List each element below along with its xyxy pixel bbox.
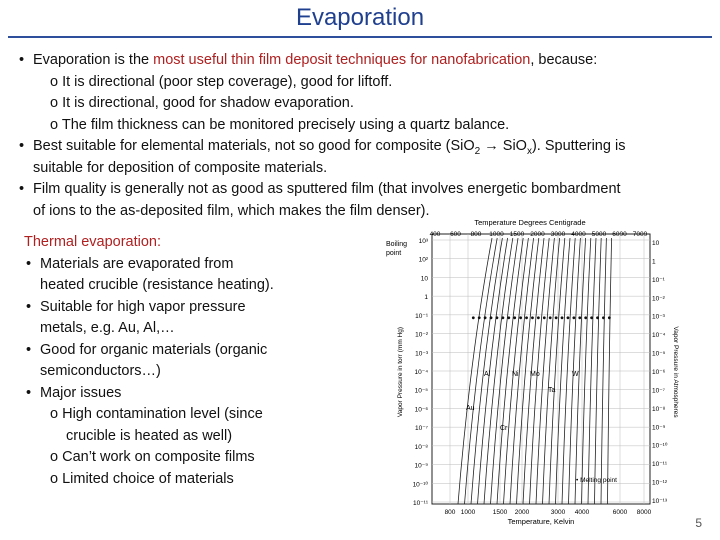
right-axis-ticks [652,240,668,505]
melting-point-marker [537,316,540,319]
top-axis-title: Temperature Degrees Centigrade [474,218,586,227]
right-tick-label: 10⁻¹ [652,276,665,284]
right-axis-title: Vapor Pressure in Atmospheres [672,326,679,418]
curve-label-ta: Ta [548,387,556,394]
highlight-text: most useful thin film deposit techniques for nanofabrication [153,52,531,68]
left-axis-ticks [413,238,429,507]
subscript: 2 [474,145,481,157]
top-tick-label: 6000 [612,231,627,238]
bottom-tick-label: 1000 [460,509,476,516]
melting-point-marker [584,316,587,319]
bottom-tick-label: 2000 [514,509,530,516]
melting-point-marker [578,316,581,319]
top-tick-label: 400 [429,231,441,238]
melting-point-marker [531,316,534,319]
melting-point-legend: • Melting point [576,477,617,484]
right-tick-label: 10 [652,240,660,247]
subscript: x [526,145,532,157]
right-tick-label: 10⁻⁹ [652,424,666,432]
bottom-tick-label: 8000 [636,509,652,516]
bullet-text: , because: [530,52,598,68]
bottom-tick-label: 800 [444,509,456,516]
top-tick-label: 1000 [489,231,504,238]
melting-point-marker [543,316,546,319]
issue-item: o High contamination level (since [50,406,263,422]
left-tick-label: 10⁻⁷ [414,425,428,433]
right-tick-label: 10⁻³ [652,313,665,321]
bullet-text: Evaporation is the [33,52,154,68]
right-tick-label: 10⁻⁷ [652,387,666,395]
sub-bullet: o It is directional, good for shadow evaporation. [8,93,714,115]
thermal-evaporation-block [18,232,348,490]
melting-point-marker [608,316,611,319]
left-tick-label: 10⁻¹ [415,312,428,320]
top-tick-label: 7000 [632,231,648,238]
title-underline [8,36,712,38]
left-tick-label: 10 [420,275,428,283]
melting-point-marker [596,316,599,319]
melting-point-marker [572,316,575,319]
left-tick-label: 1 [424,294,428,302]
melting-point-marker [602,316,605,319]
page-number: 5 [695,516,702,530]
top-tick-label: 1500 [509,231,525,238]
melting-point-marker [478,316,481,319]
left-tick-label: 10⁻³ [415,350,428,358]
left-tick-label: 10³ [418,238,428,245]
left-tick-label: 10⁻⁹ [414,462,428,470]
left-tick-label: 10⁻⁵ [414,387,428,395]
bullet-elemental-materials [8,136,714,179]
left-tick-label: 10² [418,256,428,264]
left-axis-title: Vapor Pressure in torr (mm Hg) [397,326,404,418]
bottom-axis-ticks [445,509,652,516]
bottom-tick-label: 3000 [550,509,566,516]
bullet-line: Suitable for high vapor pressure [40,298,246,315]
bullet-line: Good for organic materials (organic [40,341,268,358]
bullet-text: Best suitable for elemental materials, not so good for composite (SiO [33,138,475,154]
top-tick-label: 800 [470,231,482,238]
issue-line: High contamination level (since [62,406,263,422]
thermal-bullet [18,297,348,340]
thermal-heading: Thermal evaporation: [24,234,162,250]
sub-bullet: o The film thickness can be monitored precisely using a quartz balance. [8,115,714,137]
top-tick-label: 3000 [550,231,566,238]
right-tick-label: 10⁻⁴ [652,332,666,340]
right-tick-label: 10⁻¹¹ [652,461,667,469]
curve-label-mo: Mo [530,371,540,378]
bullet-line: heated crucible (resistance heating). [40,277,274,293]
bullet-text: → SiO [480,138,527,154]
melting-point-marker [484,316,487,319]
left-tick-label: 10⁻⁴ [414,369,428,376]
right-tick-label: 10⁻² [652,295,665,303]
thermal-bullet [18,340,348,383]
right-tick-label: 10⁻⁸ [652,405,666,413]
right-tick-label: 10⁻¹² [652,479,667,487]
curve-label-w: W [572,371,579,378]
top-tick-label: 5000 [591,231,607,238]
left-tick-label: 10⁻⁸ [414,443,428,451]
melting-point-marker [561,316,564,319]
thermal-bullet [18,254,348,297]
bullet-text: ). Sputtering is [531,138,626,154]
bottom-tick-label: 4000 [574,509,590,516]
issue-item: o Can’t work on composite films [50,449,255,465]
left-tick-label: 10⁻¹¹ [413,500,428,507]
issue-line: Can’t work on composite films [62,449,255,465]
left-tick-label: 10⁻¹⁰ [412,481,428,489]
bullet-text: suitable for deposition of composite materials. [33,159,328,176]
curve-label-ni: Ni [512,371,519,378]
melting-point-marker [490,316,493,319]
top-tick-label: 600 [450,231,461,238]
slide-title: Evaporation [295,4,425,31]
bullet-line: Materials are evaporated from [40,255,234,272]
melting-point-marker [549,316,552,319]
bullet-text: Film quality is generally not as good as sputtered film (that involves energetic bombardment [33,181,621,197]
intro-block [8,50,714,222]
melting-point-marker [555,316,558,319]
melting-point-marker [519,316,522,319]
boiling-label: Boiling [386,241,408,248]
right-tick-label: 10⁻¹³ [652,498,667,505]
top-tick-label: 4000 [571,231,586,238]
right-tick-label: 1 [652,258,656,266]
issue-item-cont: crucible is heated as well) [66,427,233,444]
bottom-axis-title: Temperature, Kelvin [507,517,575,526]
melting-point-marker [525,316,528,319]
melting-point-marker [472,316,475,319]
right-tick-label: 10⁻⁵ [652,350,666,358]
bullet-line: metals, e.g. Au, Al,… [40,320,175,336]
issue-item: o Limited choice of materials [50,470,234,487]
melting-point-marker [567,316,570,319]
right-tick-label: 10⁻⁶ [652,369,666,376]
issue-line: Limited choice of materials [62,470,234,487]
curve-label-au: Au [466,405,475,412]
melting-point-marker [507,316,510,319]
sub-bullet: o It is directional (poor step coverage), good for liftoff. [8,72,714,94]
melting-point-marker [513,316,516,319]
curve-label-al: Al [484,371,491,378]
melting-point-marker [501,316,504,319]
right-tick-label: 10⁻¹⁰ [652,442,668,450]
bottom-tick-label: 6000 [612,509,628,516]
bottom-tick-label: 1500 [492,509,508,516]
left-tick-label: 10⁻⁶ [414,406,428,414]
bullet-line: semiconductors…) [40,363,161,379]
top-tick-label: 2000 [530,231,545,238]
bullet-text: of ions to the as-deposited film, which makes the film denser). [33,202,430,219]
melting-point-marker [496,316,499,319]
melting-point-marker [590,316,593,319]
bullet-evaporation-useful [8,50,714,72]
curve-label-cr: Cr [500,425,508,432]
boiling-label: point [386,250,402,257]
vapor-pressure-chart [380,212,680,528]
left-tick-label: 10⁻² [415,331,428,339]
bullet-line: Major issues [40,384,122,401]
thermal-bullet [18,383,348,405]
chart-frame [432,234,650,504]
